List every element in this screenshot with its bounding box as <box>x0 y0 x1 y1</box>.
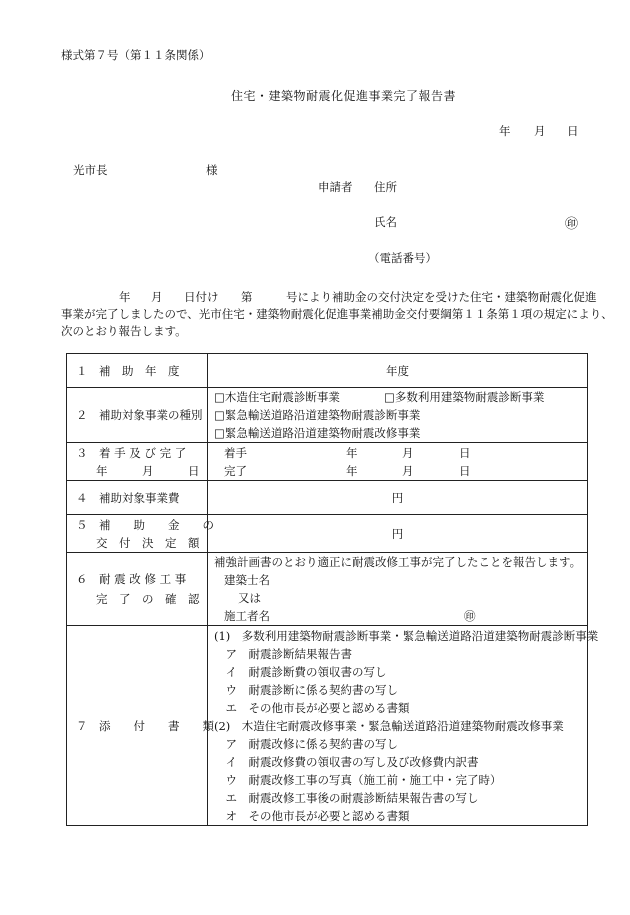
retrofit-statement: 補強計画書のとおり適正に耐震改修工事が完了したことを報告します。 <box>214 555 582 569</box>
attachment-line: (2) 木造住宅耐震改修事業・緊急輸送道路沿道建築物耐震改修事業 <box>214 719 564 733</box>
value-cell <box>208 515 588 553</box>
intro-line2: 事業が完了しましたので、光市住宅・建築物耐震化促進事業補助金交付要綱第１１条第１項の規定により、 <box>61 307 613 321</box>
table-row-subsidy-year <box>67 354 588 388</box>
start-year-unit: 年 <box>346 445 358 460</box>
attachment-line: ア 耐震改修に係る契約書の写し <box>214 737 398 751</box>
contractor-row <box>214 607 587 625</box>
attachment-line: ア 耐震診断結果報告書 <box>214 647 352 661</box>
form-number: 様式第７号（第１１条関係） <box>61 48 211 62</box>
label-cell <box>67 388 208 443</box>
or-label: 又は <box>238 591 261 605</box>
report-day-label: 日 <box>567 124 579 138</box>
grant-amount-label-line2: 交 付 決 定 額 <box>96 535 200 550</box>
value-cell <box>208 388 588 443</box>
label-cell <box>67 354 208 388</box>
grant-amount-label: ５ 補 助 金 の <box>76 517 214 532</box>
intro-line3: 次のとおり報告します。 <box>61 324 187 338</box>
table-row-grant-amount <box>67 515 588 553</box>
subsidy-year-value: 年度 <box>386 363 409 378</box>
architect-name-label: 建築士名 <box>224 573 270 587</box>
grant-amount-unit: 円 <box>391 526 404 541</box>
project-cost-label: ４ 補助対象事業費 <box>76 490 180 505</box>
value-cell <box>208 481 588 515</box>
value-cell <box>208 626 599 826</box>
report-year-label: 年 <box>499 124 511 138</box>
attachment-line: ウ 耐震改修工事の写真（施工前・施工中・完了時） <box>214 773 502 787</box>
attachment-line: オ その他市長が必要と認める書類 <box>214 809 410 823</box>
project-type-row <box>214 388 587 406</box>
start-finish-label: ３ 着 手 及 び 完 了 <box>76 445 187 460</box>
report-month-label: 月 <box>534 124 546 138</box>
project-cost-unit: 円 <box>391 490 404 505</box>
table-row-start-finish <box>67 443 588 481</box>
table-row-project-cost <box>67 481 588 515</box>
project-type-label: ２ 補助対象事業の種別 <box>76 408 203 422</box>
value-cell <box>208 443 588 481</box>
subsidy-year-label: １ 補 助 年 度 <box>76 363 180 378</box>
finish-date-row <box>208 462 587 480</box>
page-title: 住宅・建築物耐震化促進事業完了報告書 <box>231 89 457 103</box>
start-day-unit: 日 <box>459 445 471 460</box>
start-finish-date-label: 年 月 日 <box>96 463 200 478</box>
attachment-line: イ 耐震診断費の領収書の写し <box>214 665 387 679</box>
applicant-seal-mark: ㊞ <box>565 217 579 232</box>
value-cell <box>208 354 588 388</box>
applicant-label: 申請者 <box>318 180 353 194</box>
table-row-retrofit-confirmation <box>67 553 588 626</box>
label-cell <box>67 443 208 481</box>
attachment-line: エ 耐震改修工事後の耐震診断結果報告書の写し <box>214 791 479 805</box>
applicant-phone-label: （電話番号） <box>368 251 437 265</box>
applicant-address-label: 住所 <box>374 180 397 194</box>
applicant-name-label: 氏名 <box>374 215 397 229</box>
retrofit-confirmation-label-line2: 完 了 の 確 認 <box>96 592 200 606</box>
checkbox-emergency-road-retrofit[interactable]: □緊急輸送道路沿道建築物耐震改修事業 <box>214 426 421 440</box>
start-label: 着手 <box>224 445 247 460</box>
intro-line1-text: 号により補助金の交付決定を受けた住宅・建築物耐震化促進 <box>286 290 597 304</box>
attachment-line: イ 耐震改修費の領収書の写し及び改修費内訳書 <box>214 755 479 769</box>
intro-dated: 日付け <box>184 290 219 304</box>
checkbox-emergency-road-diagnosis[interactable]: □緊急輸送道路沿道建築物耐震診断事業 <box>214 408 421 422</box>
report-table <box>66 353 599 826</box>
checkbox-wooden-housing-diagnosis[interactable]: □木造住宅耐震診断事業 <box>214 390 340 404</box>
intro-month: 月 <box>151 290 163 304</box>
intro-year: 年 <box>119 290 131 304</box>
label-cell <box>67 626 214 826</box>
finish-label: 完了 <box>224 463 247 478</box>
attachment-line: ウ 耐震診断に係る契約書の写し <box>214 683 398 697</box>
start-month-unit: 月 <box>402 445 414 460</box>
checkbox-multi-use-building-diagnosis[interactable]: □多数利用建築物耐震診断事業 <box>384 390 545 404</box>
contractor-seal-mark: ㊞ <box>464 609 476 623</box>
retrofit-confirmation-label: ６ 耐 震 改 修 工 事 <box>76 572 187 586</box>
label-cell <box>67 515 214 553</box>
attachment-line: エ その他市長が必要と認める書類 <box>214 701 410 715</box>
table-row-project-type <box>67 388 588 443</box>
addressee-honorific: 様 <box>206 163 218 177</box>
table-row-attachments <box>67 626 588 826</box>
label-cell <box>67 553 208 626</box>
finish-year-unit: 年 <box>346 463 358 478</box>
intro-number-prefix: 第 <box>241 290 253 304</box>
value-cell <box>208 553 588 626</box>
finish-month-unit: 月 <box>402 463 414 478</box>
contractor-name-label: 施工者名 <box>224 609 270 623</box>
finish-day-unit: 日 <box>459 463 471 478</box>
attachments-label: ７ 添 付 書 類 <box>76 718 214 733</box>
addressee-name: 光市長 <box>73 163 108 177</box>
start-date-row <box>208 444 587 462</box>
label-cell <box>67 481 208 515</box>
attachment-line: (1) 多数利用建築物耐震診断事業・緊急輸送道路沿道建築物耐震診断事業 <box>214 629 599 643</box>
